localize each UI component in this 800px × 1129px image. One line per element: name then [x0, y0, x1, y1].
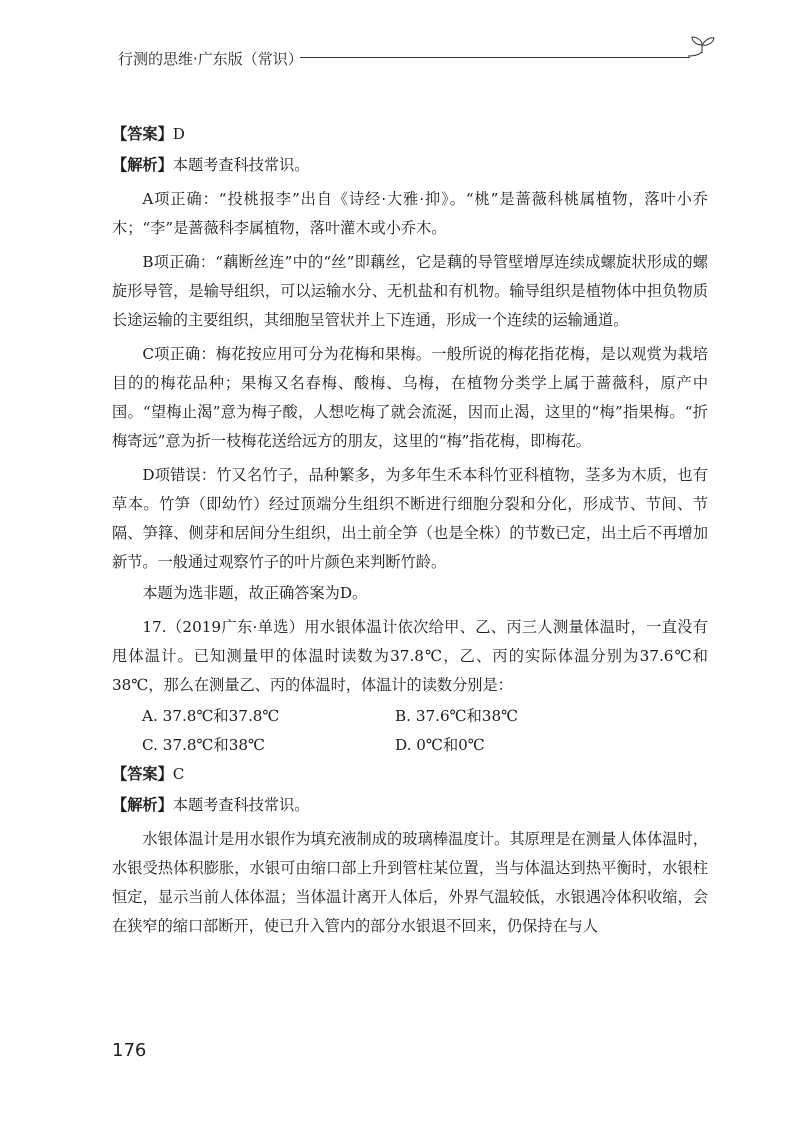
thermometer-explanation: 水银体温计是用水银作为填充液制成的玻璃棒温度计。其原理是在测量人体体温时，水银受热体积膨胀，水银可由缩口部上升到管柱某位置，当与体温达到热平衡时，水银柱恒定，显示当前人体体温；当体温计离开人体后，外界气温较低，水银遇冷体积收缩，会在狭窄的缩口部断开，使已升入管内的部分水银退不回来，仍保持在与人 — [112, 830, 708, 935]
explanation-option-a: A项正确：“投桃报李”出自《诗经·大雅·抑》。“桃”是蔷薇科桃属植物，落叶小乔木；“李”是蔷薇科李属植物，落叶灌木或小乔木。 — [112, 190, 708, 237]
options-row-2 — [142, 731, 708, 760]
analysis-text: 本题考查科技常识。 — [172, 156, 310, 174]
explanation-option-b: B项正确：“藕断丝连”中的“丝”即藕丝，它是藕的导管壁增厚连续成螺旋状形成的螺旋形导管，是输导组织，可以运输水分、无机盐和有机物。输导组织是植物体中担负物质长途运输的主要组织，其细胞呈管状并上下连通，形成一个连续的运输通道。 — [112, 253, 708, 329]
page-body — [112, 120, 708, 941]
explanation-option-c: C项正确：梅花按应用可分为花梅和果梅。一般所说的梅花指花梅，是以观赏为栽培目的的梅花品种；果梅又名春梅、酸梅、乌梅，在植物分类学上属于蔷薇科，原产中国。“望梅止渴”意为梅子酸，人想吃梅了就会流涎，因而止渴，这里的“梅”指果梅。“折梅寄远”意为折一枝梅花送给远方的朋友，这里的“梅”指花梅，即梅花。 — [112, 345, 708, 450]
analysis-tag-2: 【解析】 — [112, 796, 173, 814]
analysis-line — [112, 151, 708, 180]
explanation-option-d: D项错误：竹又名竹子，品种繁多，为多年生禾本科竹亚科植物，茎多为木质，也有草本。竹笋（即幼竹）经过顶端分生组织不断进行细胞分裂和分化，形成节、节间、节隔、笋箨、侧芽和居间分生组织，出土前全笋（也是全株）的节数已定，出土后不再增加新节。一般通过观察竹子的叶片颜色来判断竹龄。 — [112, 466, 708, 571]
answer-tag-2: 【答案】 — [112, 765, 173, 783]
running-header — [118, 48, 718, 78]
answer-value: D — [172, 125, 185, 143]
answer-line — [112, 120, 708, 149]
question-17: 17.（2019广东·单选）用水银体温计依次给甲、乙、丙三人测量体温时，一直没有甩体温计。已知测量甲的体温时读数为37.8℃，乙、丙的实际体温分别为37.6℃和38℃，那么在测量乙、丙的体温时，体温计的读数分别是： — [112, 618, 708, 694]
conclusion-paragraph: 本题为选非题，故正确答案为D。 — [142, 584, 368, 602]
sprout-icon — [684, 32, 716, 62]
options-row-1 — [142, 702, 708, 731]
analysis-line-2 — [112, 791, 708, 820]
header-title: 行测的思维·广东版（常识） — [118, 50, 303, 68]
page-number: 176 — [112, 1040, 147, 1061]
answer-line-2 — [112, 760, 708, 789]
answer-tag: 【答案】 — [112, 125, 173, 143]
option-d: D. 0℃和0℃ — [395, 736, 485, 754]
option-c: C. 37.8℃和38℃ — [142, 736, 266, 754]
answer-value-2: C — [172, 765, 185, 783]
analysis-text-2: 本题考查科技常识。 — [172, 796, 310, 814]
analysis-tag: 【解析】 — [112, 156, 173, 174]
option-a: A. 37.8℃和37.8℃ — [142, 707, 280, 725]
option-b: B. 37.6℃和38℃ — [395, 707, 519, 725]
header-rule — [300, 57, 690, 58]
